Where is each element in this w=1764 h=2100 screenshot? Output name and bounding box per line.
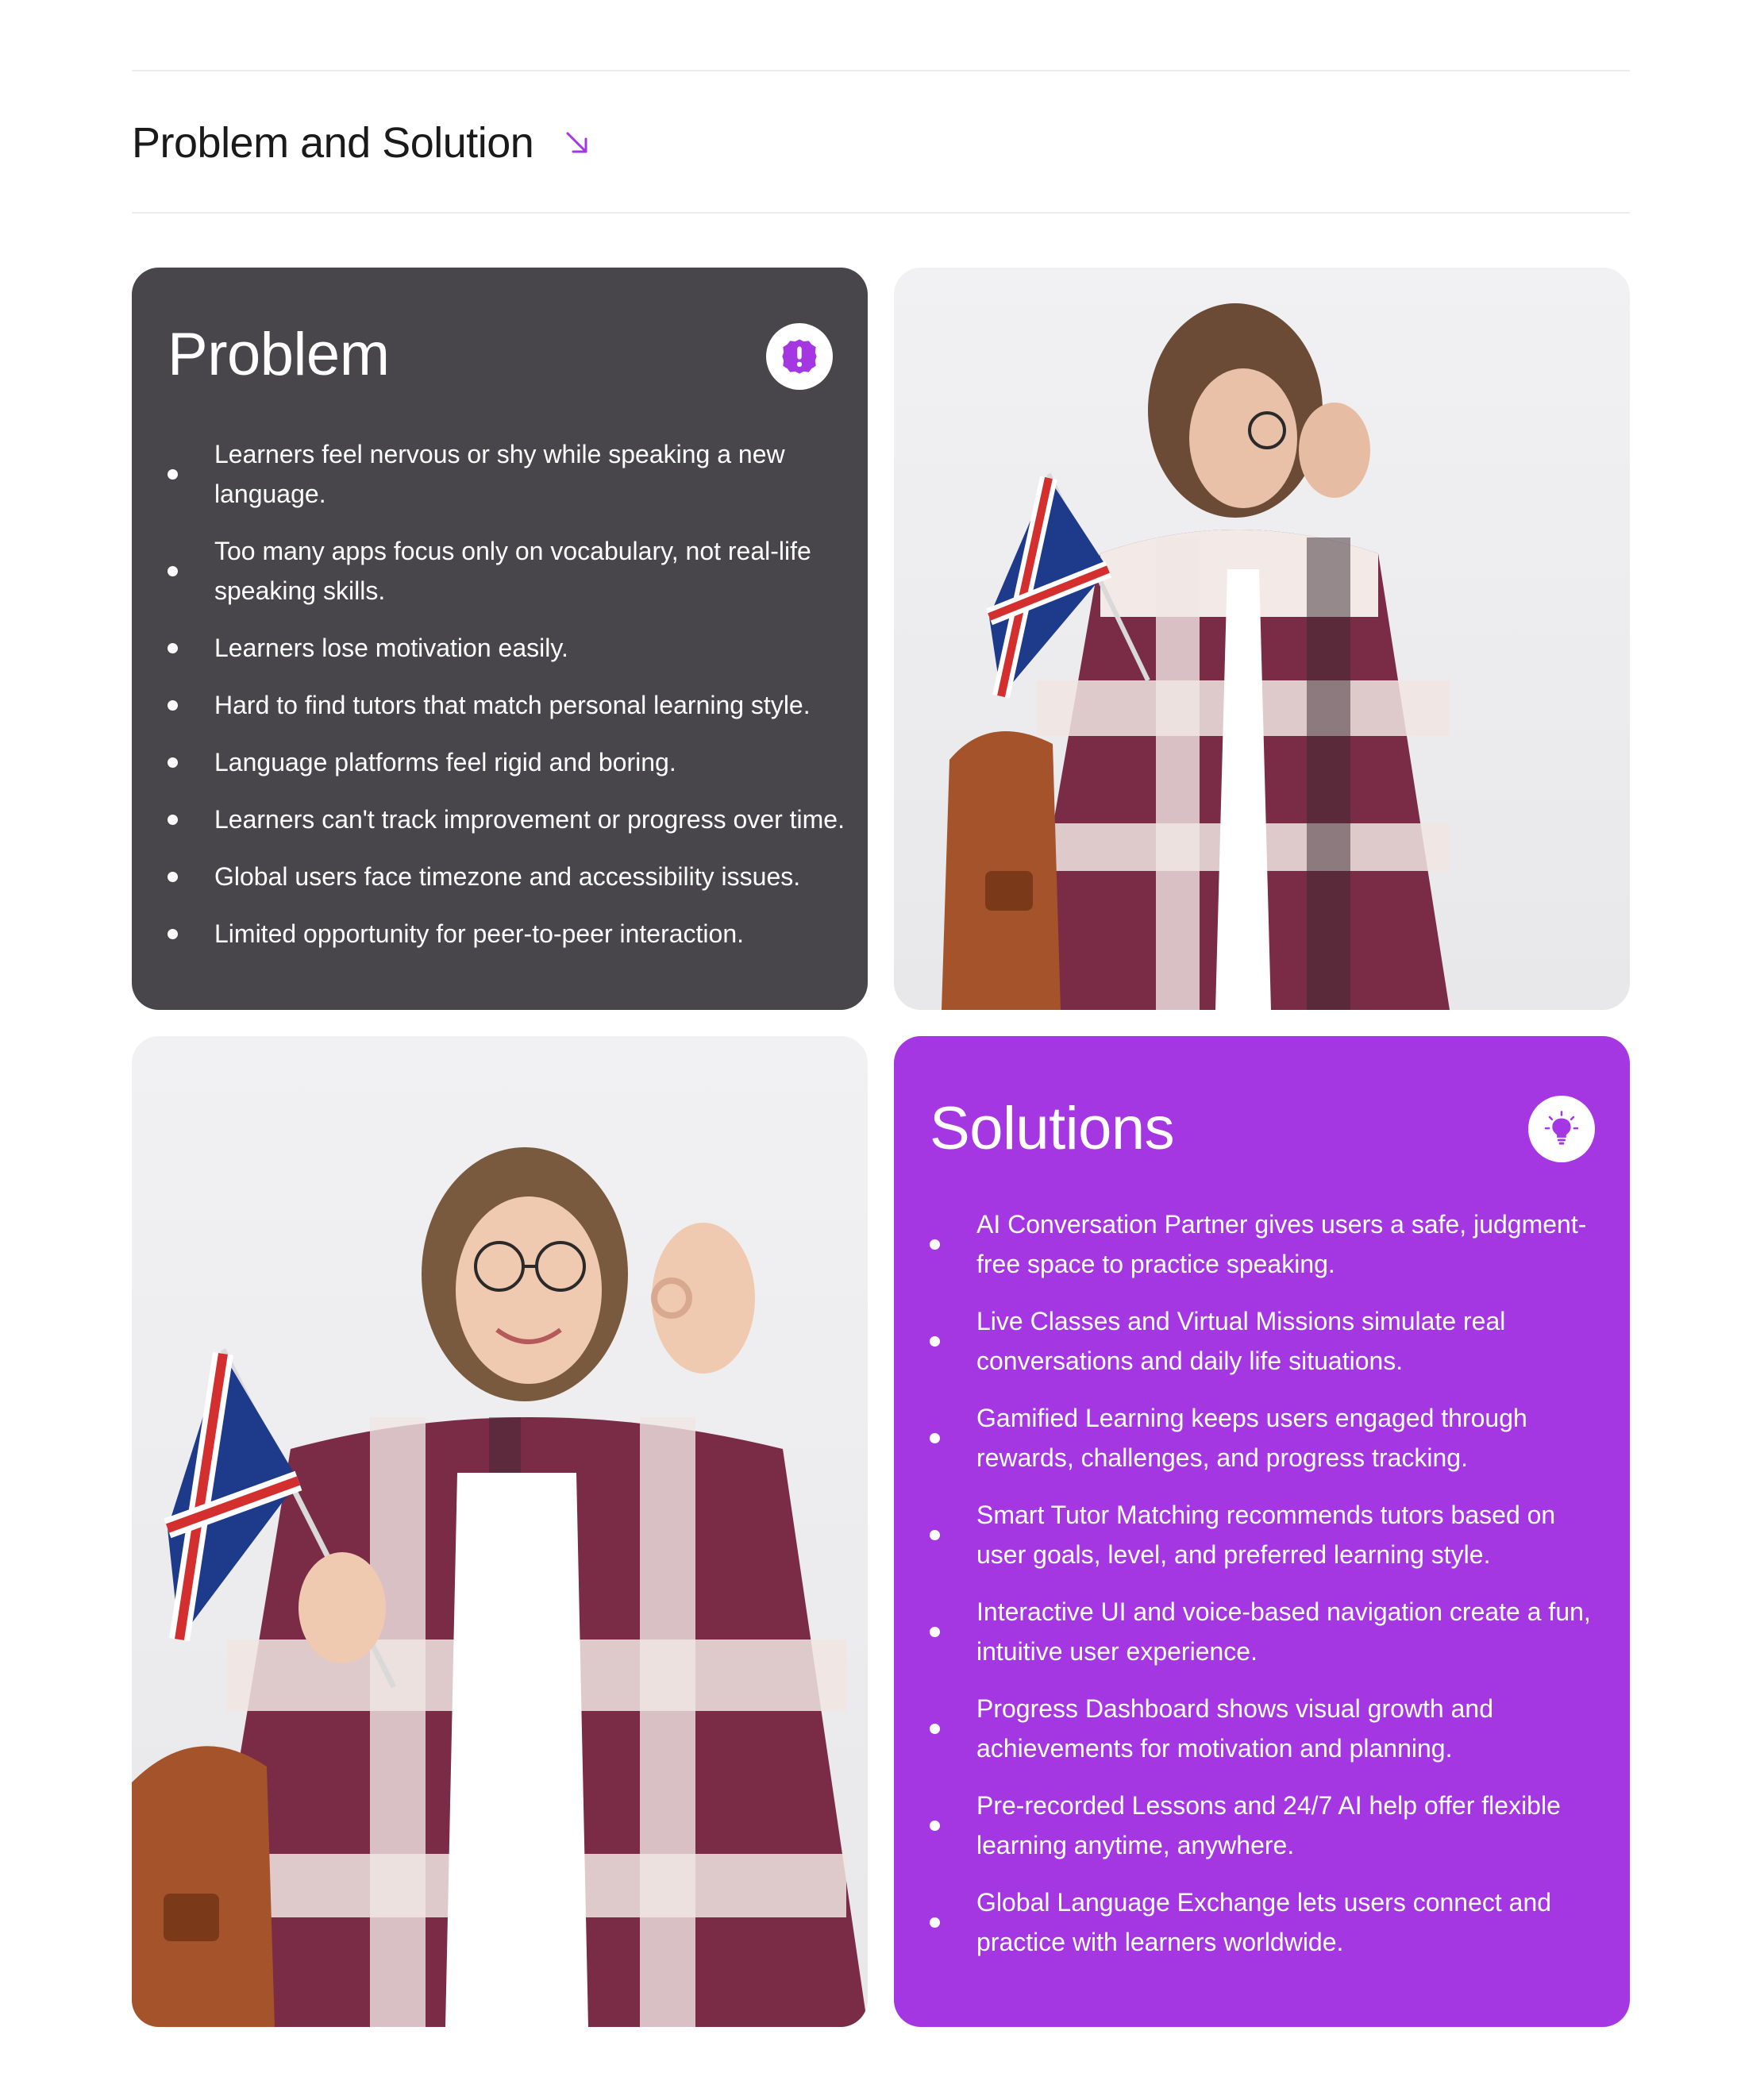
problem-item: Learners feel nervous or shy while speaking a new language. — [168, 434, 850, 514]
solutions-card — [894, 1036, 1630, 2027]
solutions-title: Solutions — [930, 1095, 1175, 1162]
section-title: Problem and Solution — [132, 119, 534, 167]
solution-item: AI Conversation Partner gives users a safe, judgment-free space to practice speaking. — [930, 1204, 1596, 1284]
problem-item: Too many apps focus only on vocabulary, not real-life speaking skills. — [168, 531, 850, 611]
header-divider — [132, 212, 1630, 214]
solutions-list — [930, 1204, 1596, 1979]
section-header — [132, 111, 591, 175]
problem-item: Global users face timezone and accessibility issues. — [168, 857, 850, 896]
top-divider — [132, 70, 1630, 71]
happy-learner-photo — [132, 1036, 868, 2027]
solution-item: Live Classes and Virtual Missions simulate real conversations and daily life situations. — [930, 1301, 1596, 1381]
solution-item: Smart Tutor Matching recommends tutors based on user goals, level, and preferred learning style. — [930, 1495, 1596, 1574]
solution-item: Pre-recorded Lessons and 24/7 AI help offer flexible learning anytime, anywhere. — [930, 1786, 1596, 1865]
problem-item: Limited opportunity for peer-to-peer interaction. — [168, 914, 850, 954]
problem-list — [168, 434, 850, 971]
solution-item: Gamified Learning keeps users engaged through rewards, challenges, and progress tracking. — [930, 1398, 1596, 1478]
solution-item: Interactive UI and voice-based navigation create a fun, intuitive user experience. — [930, 1592, 1596, 1671]
arrow-down-right-icon — [564, 129, 591, 156]
frustrated-learner-photo — [894, 268, 1630, 1010]
solution-item: Progress Dashboard shows visual growth and achievements for motivation and planning. — [930, 1689, 1596, 1768]
problem-card — [132, 268, 868, 1010]
solution-item: Global Language Exchange lets users connect and practice with learners worldwide. — [930, 1882, 1596, 1962]
problem-item: Learners lose motivation easily. — [168, 628, 850, 668]
problem-item: Language platforms feel rigid and boring. — [168, 742, 850, 782]
problem-item: Hard to find tutors that match personal learning style. — [168, 685, 850, 725]
lightbulb-icon — [1528, 1096, 1595, 1162]
alert-icon — [766, 323, 833, 390]
problem-title: Problem — [168, 321, 390, 388]
problem-item: Learners can't track improvement or progress over time. — [168, 800, 850, 839]
